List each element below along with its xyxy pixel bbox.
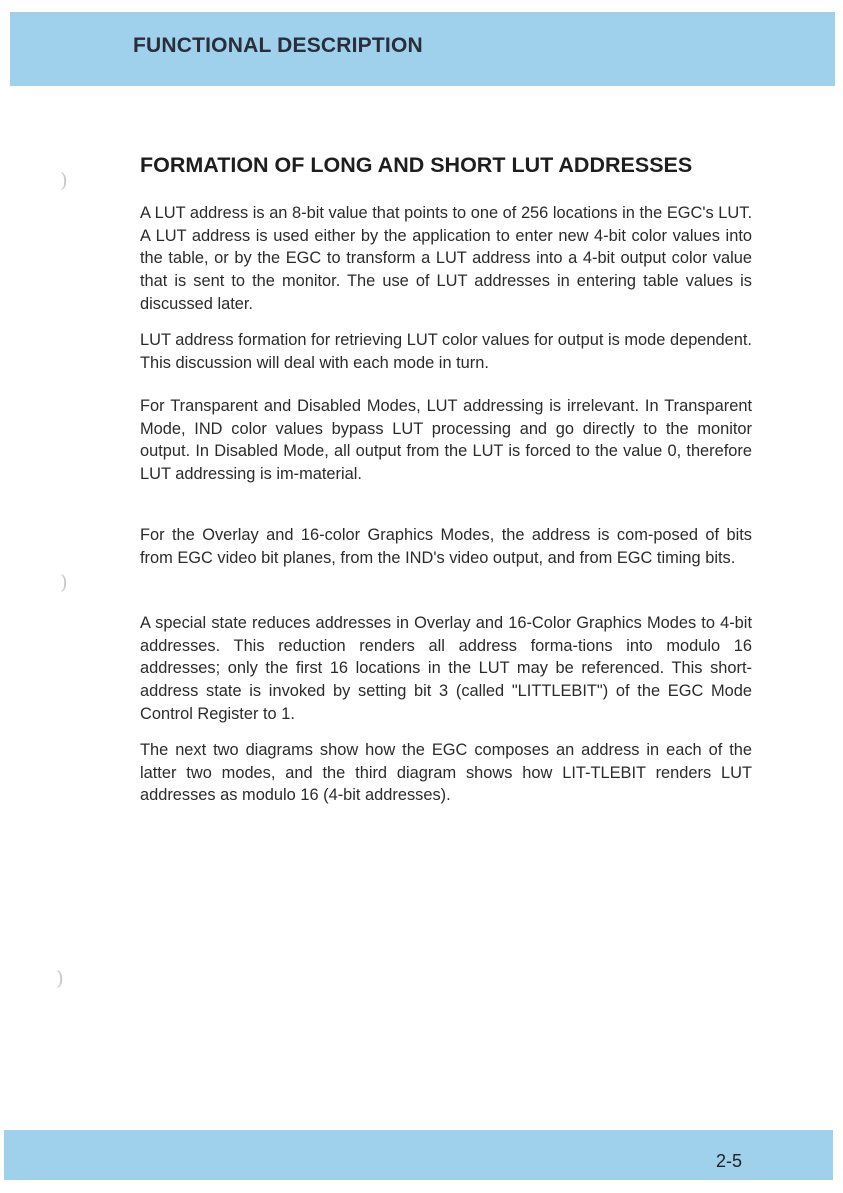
body-paragraph: LUT address formation for retrieving LUT color values for output is mode dependent. This discussion will deal with each mode in turn. bbox=[140, 331, 752, 372]
body-paragraph: For the Overlay and 16-color Graphics Modes, the address is com-posed of bits from EGC video bit planes, from the IND's video output, and from EGC timing bits. bbox=[140, 526, 752, 567]
body-paragraph: A LUT address is an 8-bit value that points to one of 256 locations in the EGC's LUT. A LUT address is used either by the application to enter new 4-bit color values into the table, or by the EGC to transform a LUT address into a 4-bit output color value that is sent to the monitor. The use of LUT addresses in entering table values is discussed later. bbox=[140, 204, 752, 313]
body-paragraph: The next two diagrams show how the EGC composes an address in each of the latter two modes, and the third diagram shows how LIT-TLEBIT renders LUT addresses as modulo 16 (4-bit addresses). bbox=[140, 741, 752, 805]
page-header-title: FUNCTIONAL DESCRIPTION bbox=[133, 34, 423, 57]
footer-band bbox=[4, 1130, 833, 1180]
section-title: FORMATION OF LONG AND SHORT LUT ADDRESSES bbox=[140, 153, 693, 177]
body-paragraph: A special state reduces addresses in Overlay and 16-Color Graphics Modes to 4-bit addresses. This reduction renders all address forma-tions into modulo 16 addresses; only the first 16 locations in the LUT may be referenced. This short-address state is invoked by setting bit 3 (called "LITTLEBIT") of the EGC Mode Control Register to 1. bbox=[140, 614, 752, 723]
binding-hole-mark: ) bbox=[56, 966, 64, 990]
body-paragraph: For Transparent and Disabled Modes, LUT addressing is irrelevant. In Transparent Mode, IND color values bypass LUT processing and go directly to the monitor output. In Disabled Mode, all output from the LUT is forced to the value 0, therefore LUT addressing is im-material. bbox=[140, 397, 752, 484]
binding-hole-mark: ) bbox=[60, 168, 68, 192]
binding-hole-mark: ) bbox=[60, 570, 68, 594]
page-number: 2-5 bbox=[716, 1151, 743, 1171]
